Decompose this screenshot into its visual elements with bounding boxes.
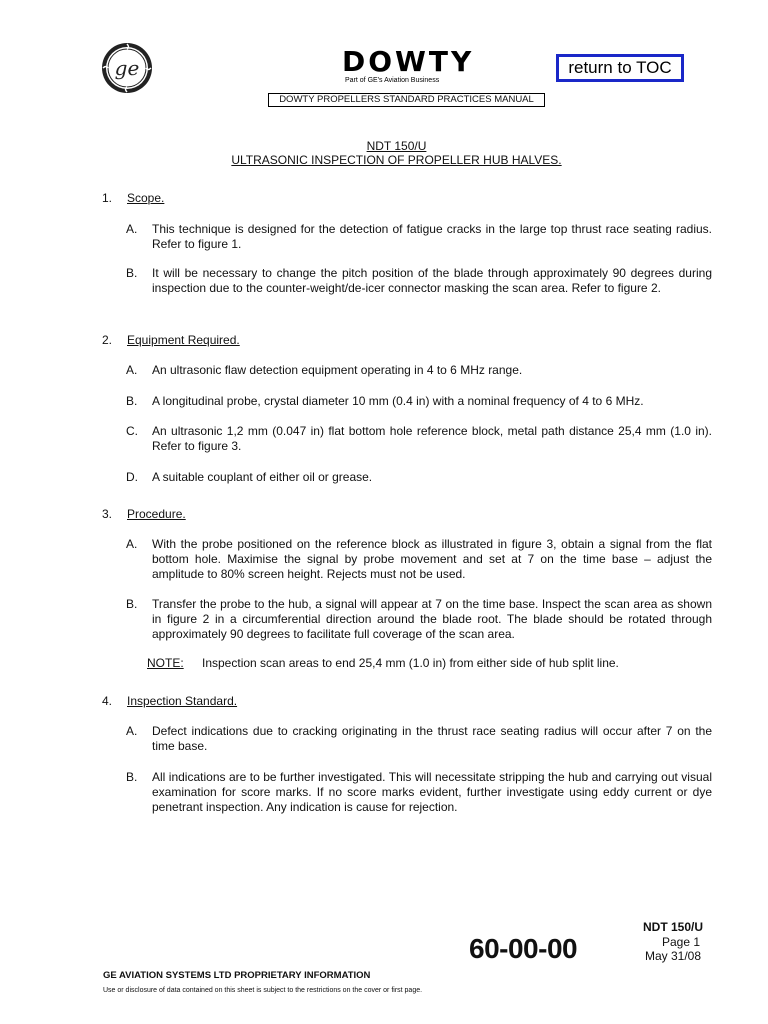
page-number: Page 1 [662,935,701,949]
item-text: With the probe positioned on the reference block as illustrated in figure 3, obtain a signal from the flat bottom hole. Maximise the signal by probe movement and set at 7 on the time base – adjust the amplitude to 80% screen height. Rejects must not be used. [152,537,712,581]
section-number: 3. [102,507,113,521]
item-text: A longitudinal probe, crystal diameter 10 mm (0.4 in) with a nominal frequency of 4 to 6 MHz. [152,394,644,408]
revision-date: May 31/08 [645,949,702,963]
section-heading: Inspection Standard. [127,694,238,708]
item-text: A suitable couplant of either oil or grease. [152,470,373,484]
item-letter: B. [126,770,138,784]
section-number: 2. [102,333,113,347]
item-text: This technique is designed for the detection of fatigue cracks in the large top thrust race seating radius. Refer to figure 1. [152,222,712,251]
proprietary-notice: GE AVIATION SYSTEMS LTD PROPRIETARY INFORMATION [103,970,371,981]
section-heading: Equipment Required. [127,333,240,347]
document-code: NDT 150/U [366,139,427,153]
item-letter: D. [126,470,138,484]
item-letter: B. [126,266,138,280]
dowty-logo: DOWTY [342,45,475,78]
svg-text:ge: ge [114,56,140,80]
footer-ndt-code: NDT 150/U [643,920,704,934]
item-letter: A. [126,363,138,377]
brand-tagline: Part of GE's Aviation Business [345,77,440,84]
document-title: ULTRASONIC INSPECTION OF PROPELLER HUB HALVES. [231,153,562,167]
return-to-toc-button[interactable]: return to TOC [556,54,684,82]
item-text: Defect indications due to cracking originating in the thrust race seating radius will occur after 7 on the time base. [152,724,712,753]
item-text: Transfer the probe to the hub, a signal will appear at 7 on the time base. Inspect the scan area as shown in figure 2 in a circumferential direction around the blade root. The blade should be rotated through approximately 90 degrees to facilitate full coverage of the scan area. [152,597,712,641]
item-text: All indications are to be further investigated. This will necessitate stripping the hub and carrying out visual examination for score marks. If no score marks evident, further investigate using eddy current or dye penetrant inspection. Any indication is cause for rejection. [152,770,712,814]
section-number: 1. [102,191,113,205]
section-number: 4. [102,694,113,708]
item-text: It will be necessary to change the pitch position of the blade through approximately 90 degrees during inspection due to the counter-weight/de-icer connector masking the scan area. Refer to figure 2. [152,266,712,295]
item-text: An ultrasonic flaw detection equipment operating in 4 to 6 MHz range. [152,363,523,377]
item-letter: A. [126,724,138,738]
manual-title: DOWTY PROPELLERS STANDARD PRACTICES MANUAL [268,93,545,107]
item-letter: B. [126,597,138,611]
section-heading: Scope. [127,191,165,205]
ge-logo [101,42,153,94]
note-label: NOTE: [147,656,184,670]
item-letter: C. [126,424,138,438]
disclaimer: Use or disclosure of data contained on this sheet is subject to the restrictions on the cover or first page. [103,987,423,994]
item-text: An ultrasonic 1,2 mm (0.047 in) flat bottom hole reference block, metal path distance 25,4 mm (1.0 in). Refer to figure 3. [152,424,712,453]
item-letter: B. [126,394,138,408]
chapter-number: 60-00-00 [469,933,578,964]
note-text: Inspection scan areas to end 25,4 mm (1.0 in) from either side of hub split line. [202,656,619,670]
section-heading: Procedure. [127,507,186,521]
item-letter: A. [126,537,138,551]
item-letter: A. [126,222,138,236]
